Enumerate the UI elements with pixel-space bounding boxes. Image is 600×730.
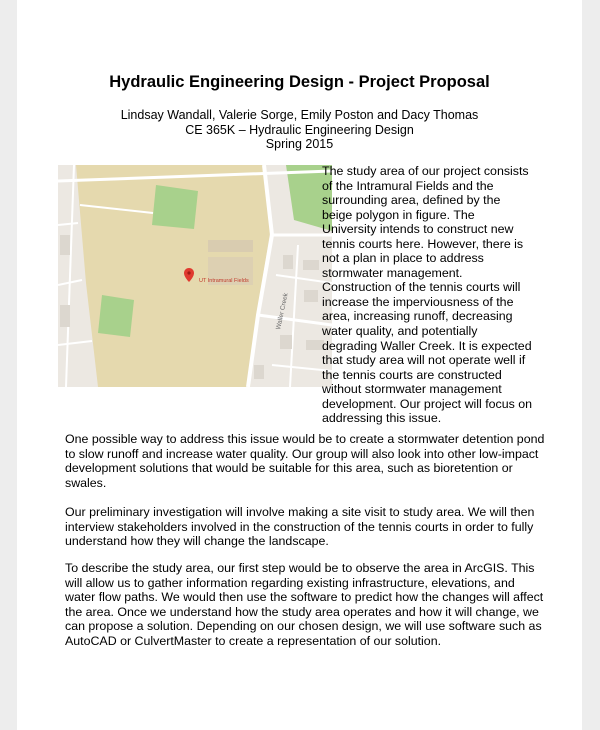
side-text-line: stormwater management. (322, 265, 463, 280)
paragraph-line: One possible way to address this issue would be to create a stormwater detention pond (65, 432, 545, 446)
side-text-line: University intends to construct new (322, 222, 514, 237)
study-area-description (322, 164, 545, 426)
paragraph-line: interview stakeholders involved in the construction of the tennis courts in order to fully (65, 519, 534, 534)
field-north (152, 185, 198, 229)
side-text-line: not a plan in place to address (322, 251, 484, 266)
street-label: Waller Creek (275, 292, 290, 331)
side-text-line: Construction of the tennis courts will (322, 280, 521, 295)
field-south (98, 295, 134, 337)
course: CE 365K – Hydraulic Engineering Design (185, 122, 414, 137)
paragraph-line: AutoCAD or CulvertMaster to create a representation of our solution. (65, 633, 442, 648)
byline (17, 108, 582, 152)
paragraph-line: water flow paths. We would then use the software to predict how the changes will affect (65, 590, 544, 605)
side-text-line: addressing this issue. (322, 411, 442, 426)
paragraph-line: Our preliminary investigation will involve making a site visit to study area. We will then (65, 505, 535, 519)
side-text-line: tennis courts here. However, there is (322, 236, 524, 251)
side-text-line: development. Our project will focus on (322, 396, 533, 411)
paragraph-detention-pond (65, 432, 545, 490)
side-text-line: The study area of our project consists (322, 164, 529, 178)
side-text-line: of the Intramural Fields and the (322, 178, 494, 193)
side-text-line: beige polygon in figure. The (322, 207, 475, 222)
authors: Lindsay Wandall, Valerie Sorge, Emily Poston and Dacy Thomas (120, 108, 479, 122)
side-text-line: surrounding area, defined by the (322, 193, 501, 208)
paragraph-site-visit (65, 505, 535, 549)
marker-label: UT Intramural Fields (199, 278, 249, 284)
paragraph-arcgis (65, 561, 544, 649)
paragraph-line: to slow runoff and increase water quality. Our group will also look into other low-impact (65, 446, 539, 461)
side-text-line: degrading Waller Creek. It is expected (322, 338, 532, 353)
side-text-line: water quality, and potentially (322, 324, 478, 339)
paragraph-line: will allow us to gather information regarding existing infrastructure, elevations, and (65, 575, 515, 590)
side-text-line: increase the imperviousness of the (322, 294, 514, 309)
page-title: Hydraulic Engineering Design - Project Proposal (109, 73, 490, 91)
term: Spring 2015 (265, 137, 334, 151)
paragraph-line: To describe the study area, our first step would be to observe the area in ArcGIS. This (65, 561, 535, 575)
side-text-line: area, increasing runoff, decreasing (322, 309, 513, 324)
paragraph-line: can propose a solution. Depending on our chosen design, we will use software such as (65, 619, 542, 634)
side-text-line: the tennis courts are constructed (322, 367, 502, 382)
document-page (17, 0, 582, 730)
study-area-map (58, 165, 332, 387)
paragraph-line: development solutions that would be suitable for this area, such as bioretention or (65, 461, 513, 476)
paragraph-line: the area. Once we understand how the study area operates and how it will change, we (65, 604, 539, 619)
paragraph-line: understand how they will change the landscape. (65, 534, 329, 549)
paragraph-line: swales. (65, 475, 107, 490)
side-text-line: without stormwater management (322, 382, 502, 397)
side-text-line: that study area will not operate well if (322, 353, 526, 368)
